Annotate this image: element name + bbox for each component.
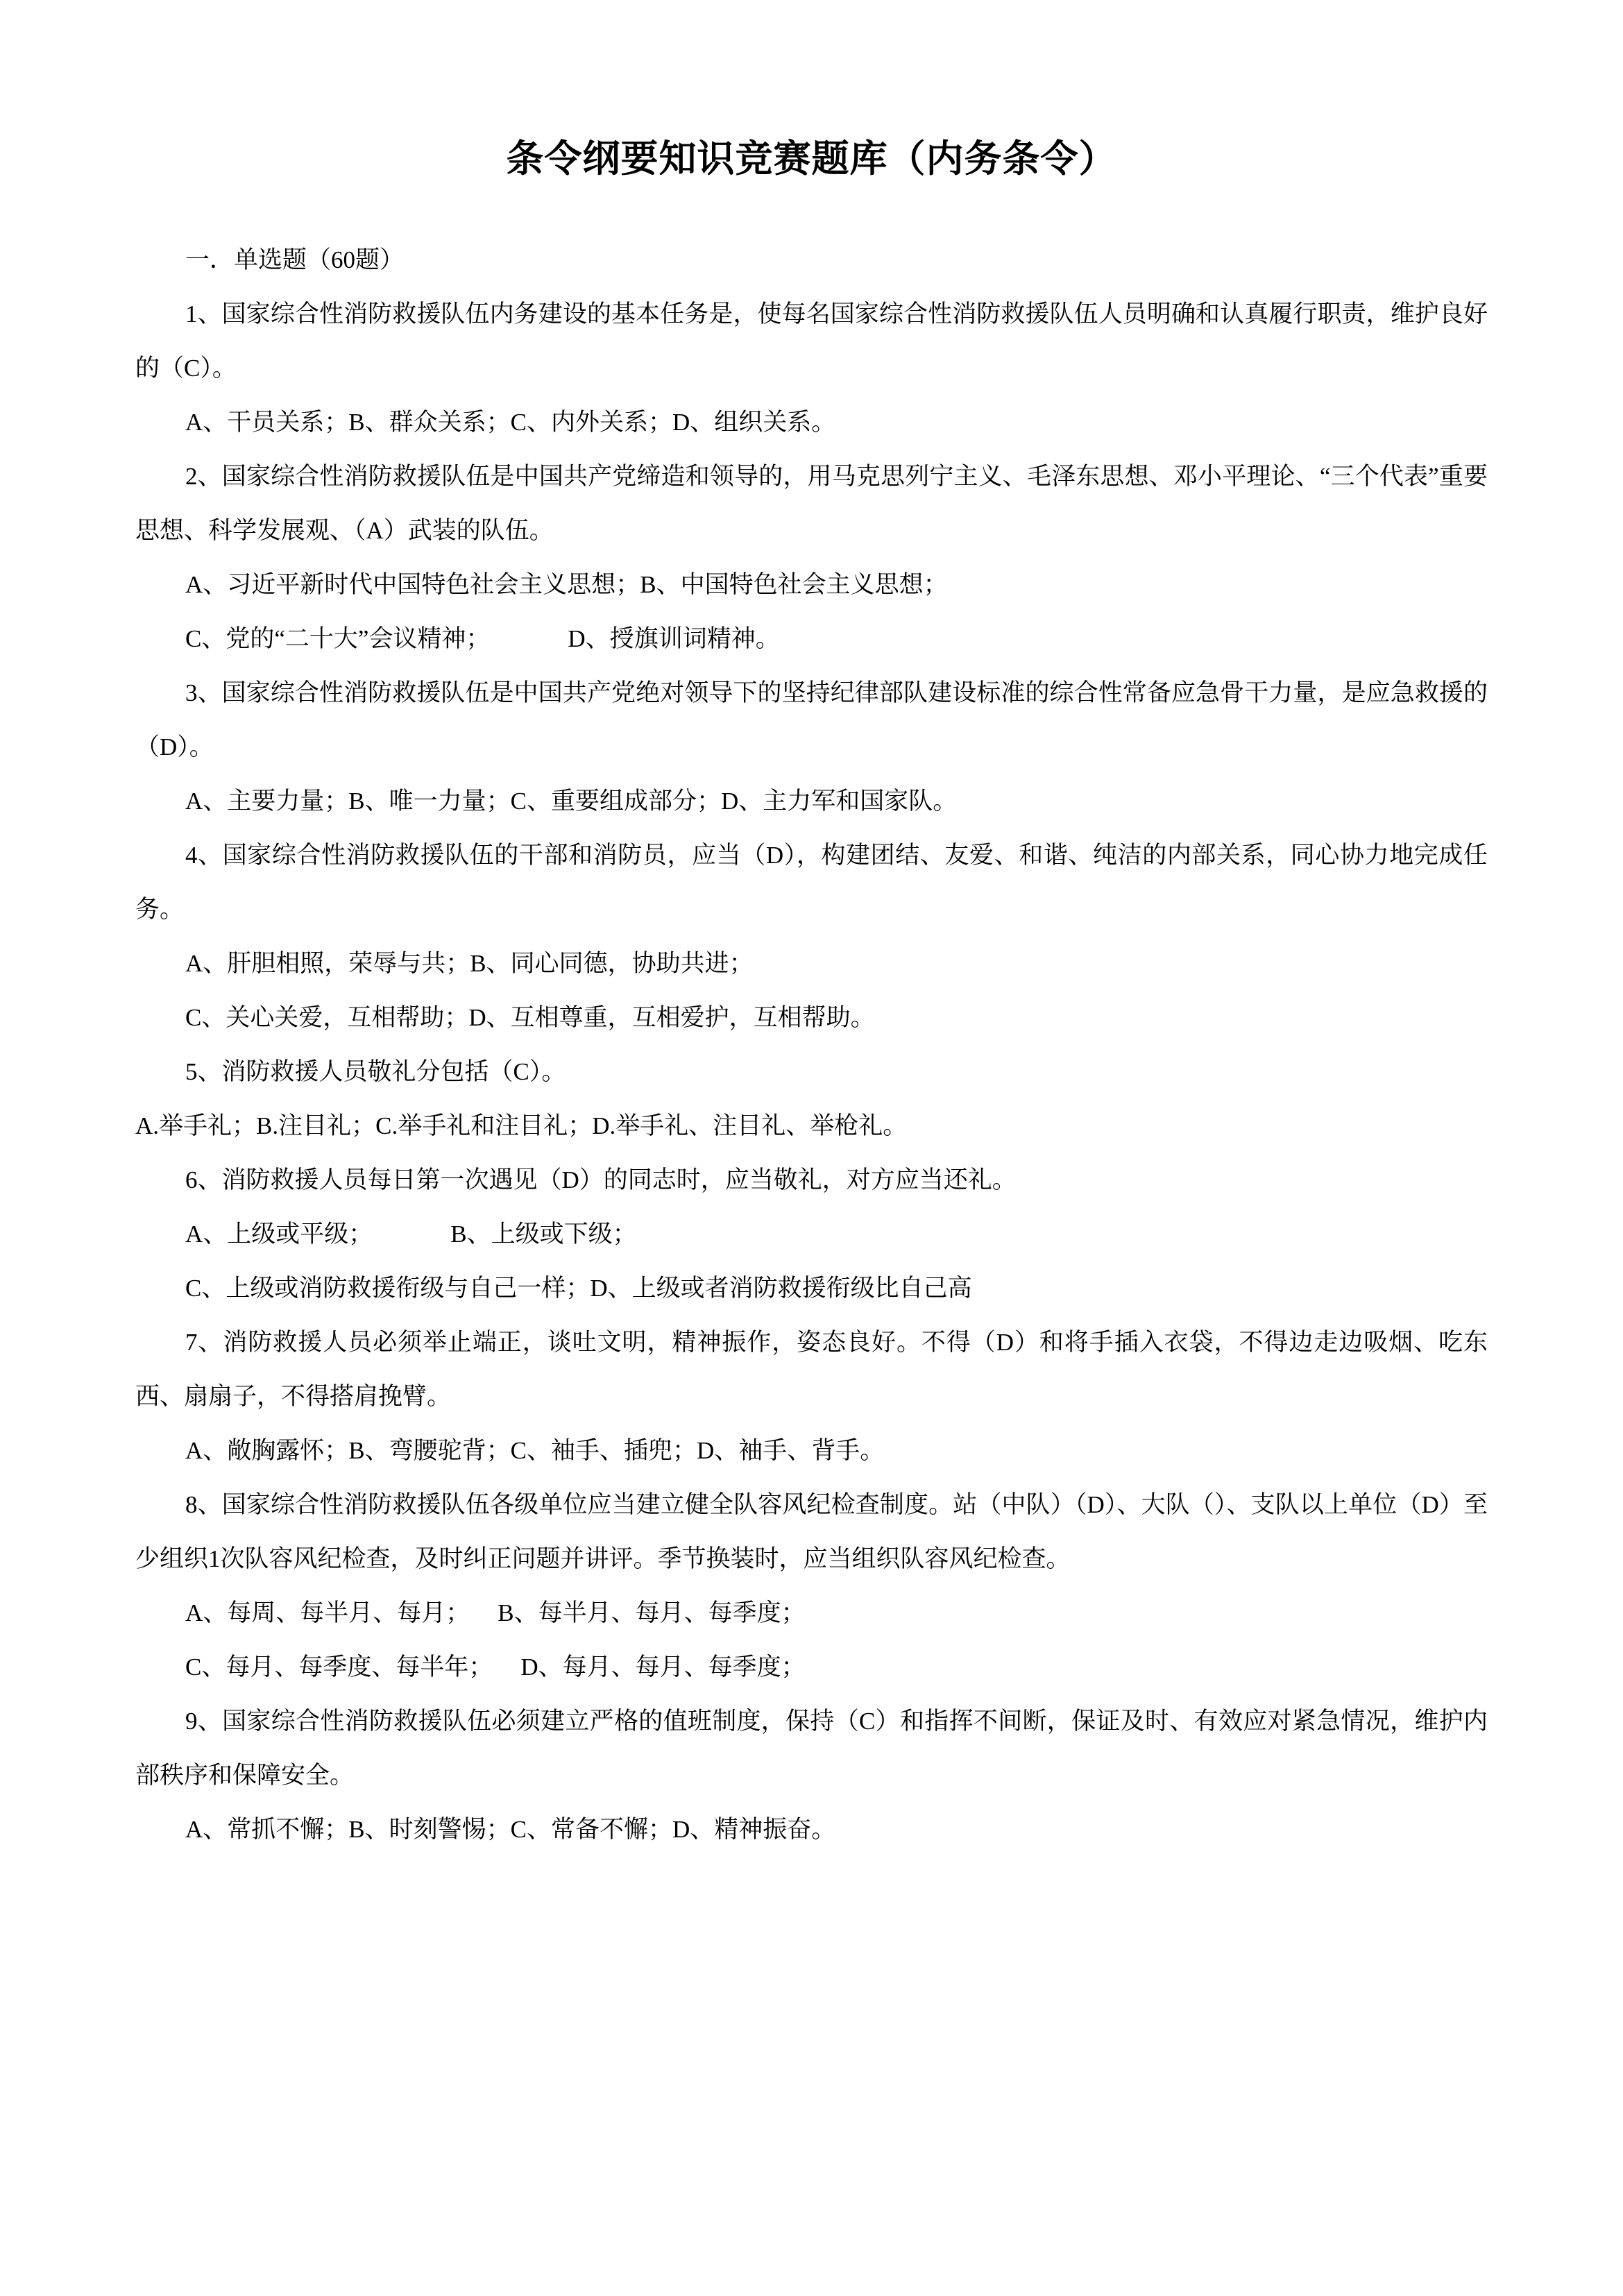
question-stem: 1、国家综合性消防救援队伍内务建设的基本任务是，使每名国家综合性消防救援队伍人员明确和认真履行职责，维护良好的（C）。: [135, 300, 1488, 382]
question-options: [135, 1640, 1488, 1694]
question-stem: 9、国家综合性消防救援队伍必须建立严格的值班制度，保持（C）和指挥不间断，保证及时、有效应对紧急情况，维护内部秩序和保障安全。: [135, 1707, 1488, 1789]
question-options: A、主要力量；B、唯一力量；C、重要组成部分；D、主力军和国家队。: [185, 787, 958, 815]
question-options: A、习近平新时代中国特色社会主义思想；B、中国特色社会主义思想；: [185, 570, 948, 598]
section-heading-single-choice: 一．单选题（60题）: [185, 246, 405, 273]
option-a-text: A、上级或平级；: [185, 1220, 373, 1248]
option-c-text: C、党的“二十大”会议精神；: [185, 624, 491, 652]
option-d-text: D、授旗训词精神。: [568, 624, 780, 652]
question-stem: 2、国家综合性消防救援队伍是中国共产党缔造和领导的，用马克思列宁主义、毛泽东思想、邓小平理论、“三个代表”重要思想、科学发展观、（A）武装的队伍。: [135, 462, 1488, 544]
option-a-text: A、每周、每半月、每月；: [185, 1599, 470, 1626]
question-stem: 7、消防救援人员必须举止端正，谈吐文明，精神振作，姿态良好。不得（D）和将手插入衣袋，不得边走边吸烟、吃东西、扇扇子，不得搭肩挽臂。: [135, 1328, 1488, 1410]
document-body: [135, 233, 1488, 1857]
question-options: A、肝胆相照，荣辱与共；B、同心同德，协助共进；: [185, 949, 754, 977]
question-options: [135, 1207, 1488, 1261]
question-options: C、上级或消防救援衔级与自己一样；D、上级或者消防救援衔级比自己高: [185, 1274, 972, 1302]
question-options: A、敞胸露怀；B、弯腰驼背；C、袖手、插兜；D、袖手、背手。: [185, 1436, 885, 1464]
question-options: [135, 1586, 1488, 1640]
question-options: A、常抓不懈；B、时刻警惕；C、常备不懈；D、精神振奋。: [185, 1815, 836, 1843]
question-stem: 4、国家综合性消防救援队伍的干部和消防员，应当（D），构建团结、友爱、和谐、纯洁的内部关系，同心协力地完成任务。: [135, 841, 1488, 923]
question-stem: 5、消防救援人员敬礼分包括（C）。: [185, 1057, 566, 1085]
question-options: C、关心关爱，互相帮助；D、互相尊重，互相爱护，互相帮助。: [185, 1003, 875, 1031]
page-title: 条令纲要知识竞赛题库（内务条令）: [506, 138, 1117, 180]
question-stem: 8、国家综合性消防救援队伍各级单位应当建立健全队容风纪检查制度。站（中队）（D）、大队（）、支队以上单位（D）至少组织1次队容风纪检查，及时纠正问题并讲评。季节换装时，应当组织队容风纪检查。: [135, 1490, 1488, 1572]
option-b-text: B、每半月、每月、每季度；: [498, 1599, 806, 1626]
option-d-text: D、每月、每月、每季度；: [520, 1653, 806, 1681]
question-options: A、干员关系；B、群众关系；C、内外关系；D、组织关系。: [185, 408, 836, 436]
question-options: A.举手礼；B.注目礼；C.举手礼和注目礼；D.举手礼、注目礼、举枪礼。: [135, 1112, 908, 1139]
question-options: [135, 612, 1488, 666]
question-stem: 3、国家综合性消防救援队伍是中国共产党绝对领导下的坚持纪律部队建设标准的综合性常备应急骨干力量，是应急救援的（D）。: [135, 679, 1488, 760]
option-b-text: B、上级或下级；: [450, 1220, 637, 1248]
option-c-text: C、每月、每季度、每半年；: [185, 1653, 493, 1681]
question-stem: 6、消防救援人员每日第一次遇见（D）的同志时，应当敬礼，对方应当还礼。: [185, 1166, 1017, 1193]
